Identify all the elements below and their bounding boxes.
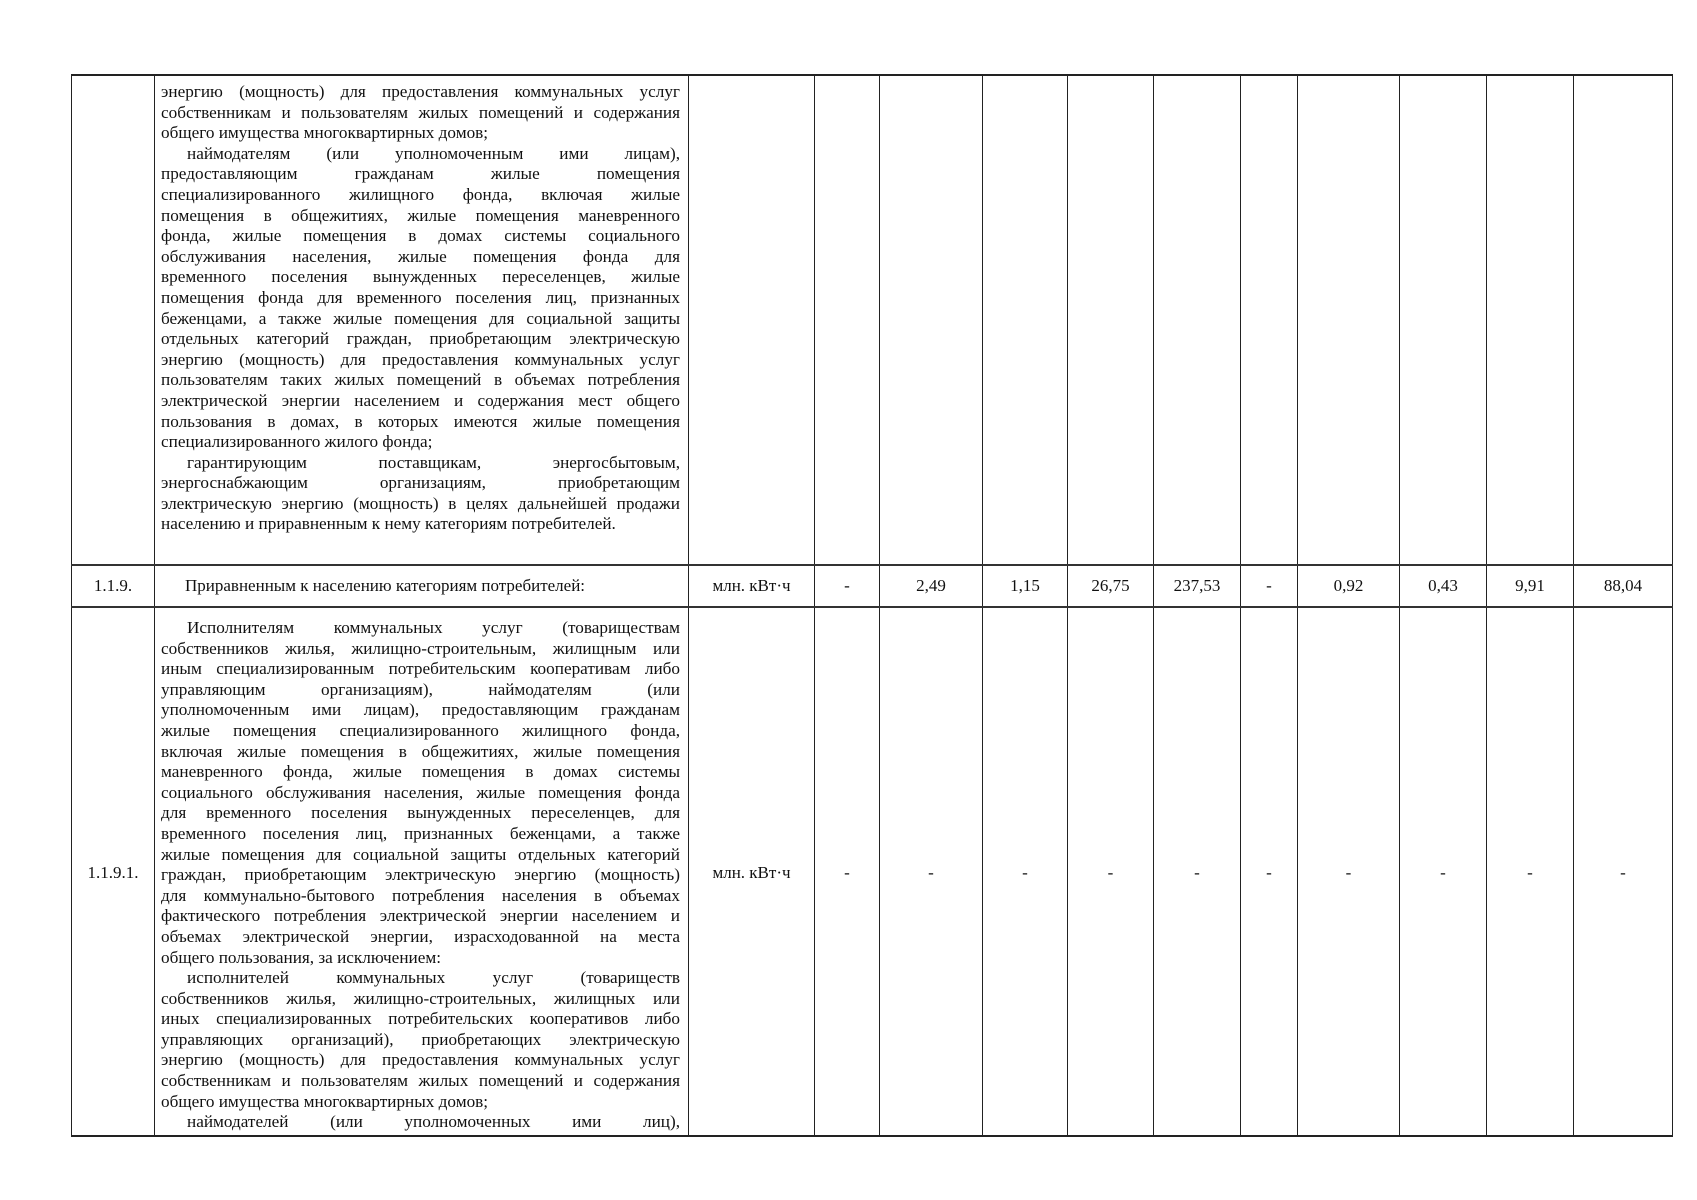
paragraph-line: Исполнителям коммунальных услуг (товариществам — [187, 618, 680, 637]
cell-value — [1573, 76, 1673, 564]
paragraph-line: энергоснабжающим организациям, приобретающим — [161, 473, 680, 493]
paragraph-line: электрической энергии населением и содержания мест общего — [161, 390, 680, 410]
cell-value — [982, 76, 1067, 564]
paragraph-line: временного поселения лиц, признанных беженцами, а также — [161, 823, 680, 843]
paragraph-line: помещения фонда для временного поселения лиц, признанных — [161, 287, 680, 307]
paragraph-line: для коммунально-бытового потребления населения в объемах — [161, 885, 680, 905]
table-row-1-1-9-1 — [71, 606, 1673, 1137]
cell-value — [1399, 76, 1486, 564]
cell-value: - — [1573, 608, 1673, 1137]
paragraph-line: обслуживания населения, жилые помещения фонда для — [161, 246, 680, 266]
cell-value: - — [1240, 608, 1297, 1137]
cell-value — [814, 76, 879, 564]
cell-value: - — [879, 608, 982, 1137]
cell-number: 1.1.9.1. — [71, 608, 154, 1137]
paragraph-line: наймодателям (или уполномоченным ими лицам), — [187, 143, 680, 163]
cell-value: - — [814, 608, 879, 1137]
cell-value: - — [982, 608, 1067, 1137]
cell-description — [154, 76, 688, 564]
cell-value — [879, 76, 982, 564]
paragraph-line: маневренного фонда, жилые помещения в домах системы — [161, 762, 680, 782]
paragraph-line: жилые помещения специализированного жилищного фонда, — [161, 720, 680, 740]
table-row-1-1-9 — [71, 564, 1673, 606]
paragraph-line: специализированного жилищного фонда, включая жилые — [161, 184, 680, 204]
cell-value: - — [1486, 608, 1573, 1137]
cell-value — [1240, 76, 1297, 564]
cell-value: 0,43 — [1399, 566, 1486, 606]
cell-value — [1067, 76, 1153, 564]
paragraph-line: исполнителей коммунальных услуг (товариществ — [187, 968, 680, 988]
cell-value — [1486, 76, 1573, 564]
paragraph-line: временного поселения вынужденных переселенцев, жилые — [161, 267, 680, 287]
cell-description: Приравненным к населению категориям потребителей: — [154, 566, 688, 606]
cell-value: 237,53 — [1153, 566, 1240, 606]
cell-description — [154, 608, 688, 1137]
cell-value — [1153, 76, 1240, 564]
cell-value: - — [1067, 608, 1153, 1137]
paragraph-line: управляющих организаций), приобретающих электрическую — [161, 1029, 680, 1049]
cell-unit: млн. кВт·ч — [688, 566, 814, 606]
paragraph-line: общего имущества многоквартирных домов; — [161, 1091, 489, 1111]
paragraph-line: энергию (мощность) для предоставления коммунальных услуг — [161, 82, 680, 101]
paragraph-line: граждан, приобретающим электрическую энергию (мощность) — [161, 865, 680, 885]
cell-value: - — [1240, 566, 1297, 606]
paragraph-line: отдельных категорий граждан, приобретающим электрическую — [161, 329, 680, 349]
cell-number: 1.1.9. — [71, 566, 154, 606]
paragraph-line: пользования в домах, в которых имеются жилые помещения — [161, 411, 680, 431]
paragraph-line: иных специализированных потребительских кооперативов либо — [161, 1009, 680, 1029]
cell-unit — [688, 76, 814, 564]
paragraph-line: собственникам и пользователям жилых помещений и содержания — [161, 102, 680, 122]
paragraph-line: гарантирующим поставщикам, энергосбытовым, — [187, 452, 680, 472]
cell-value: 9,91 — [1486, 566, 1573, 606]
paragraph-line: электрическую энергию (мощность) в целях дальнейшей продажи — [161, 493, 680, 513]
paragraph-line: энергию (мощность) для предоставления коммунальных услуг — [161, 1050, 680, 1070]
cell-value — [1297, 76, 1399, 564]
cell-value: 1,15 — [982, 566, 1067, 606]
cell-value: 26,75 — [1067, 566, 1153, 606]
paragraph-line: жилые помещения для социальной защиты отдельных категорий — [161, 844, 680, 864]
tariff-table — [71, 74, 1673, 1137]
paragraph-line: населению и приравненным к нему категориям потребителей. — [161, 514, 616, 534]
table-row-continuation — [71, 76, 1673, 564]
cell-value: 2,49 — [879, 566, 982, 606]
paragraph-line: собственников жилья, жилищно-строительных, жилищных или — [161, 988, 680, 1008]
paragraph-line: фонда, жилые помещения в домах системы социального — [161, 226, 680, 246]
paragraph-line: специализированного жилого фонда; — [161, 432, 433, 452]
paragraph-line: управляющим организациям), наймодателям (или — [161, 679, 680, 699]
paragraph-line: фактического потребления электрической энергии населением и — [161, 906, 680, 926]
paragraph-line: энергию (мощность) для предоставления коммунальных услуг — [161, 349, 680, 369]
paragraph-line: наймодателей (или уполномоченных ими лиц), — [187, 1112, 680, 1132]
cell-value: - — [814, 566, 879, 606]
paragraph-line: уполномоченным ими лицам), предоставляющим гражданам — [161, 700, 680, 720]
paragraph-line: объемах электрической энергии, израсходованной на места — [161, 926, 680, 946]
paragraph-line: собственникам и пользователям жилых помещений и содержания — [161, 1071, 680, 1091]
paragraph-line: предоставляющим гражданам жилые помещения — [161, 164, 680, 184]
cell-value: 0,92 — [1297, 566, 1399, 606]
cell-value: 88,04 — [1573, 566, 1673, 606]
paragraph-line: помещения в общежитиях, жилые помещения маневренного — [161, 205, 680, 225]
paragraph-line: иным специализированным потребительским кооперативам либо — [161, 659, 680, 679]
cell-value: - — [1399, 608, 1486, 1137]
cell-unit: млн. кВт·ч — [688, 608, 814, 1137]
cell-value: - — [1153, 608, 1240, 1137]
paragraph-line: включая жилые помещения в общежитиях, жилые помещения — [161, 741, 680, 761]
paragraph-line: собственников жилья, жилищно-строительным, жилищным или — [161, 638, 680, 658]
paragraph-line: общего пользования, за исключением: — [161, 947, 441, 967]
cell-number — [71, 76, 154, 564]
paragraph-line: беженцами, а также жилые помещения для социальной защиты — [161, 308, 680, 328]
paragraph-line: общего имущества многоквартирных домов; — [161, 123, 489, 143]
paragraph-line: для временного поселения вынужденных переселенцев, для — [161, 803, 680, 823]
cell-value: - — [1297, 608, 1399, 1137]
paragraph-line: пользователям таких жилых помещений в объемах потребления — [161, 370, 680, 390]
paragraph-line: социального обслуживания населения, жилые помещения фонда — [161, 782, 680, 802]
